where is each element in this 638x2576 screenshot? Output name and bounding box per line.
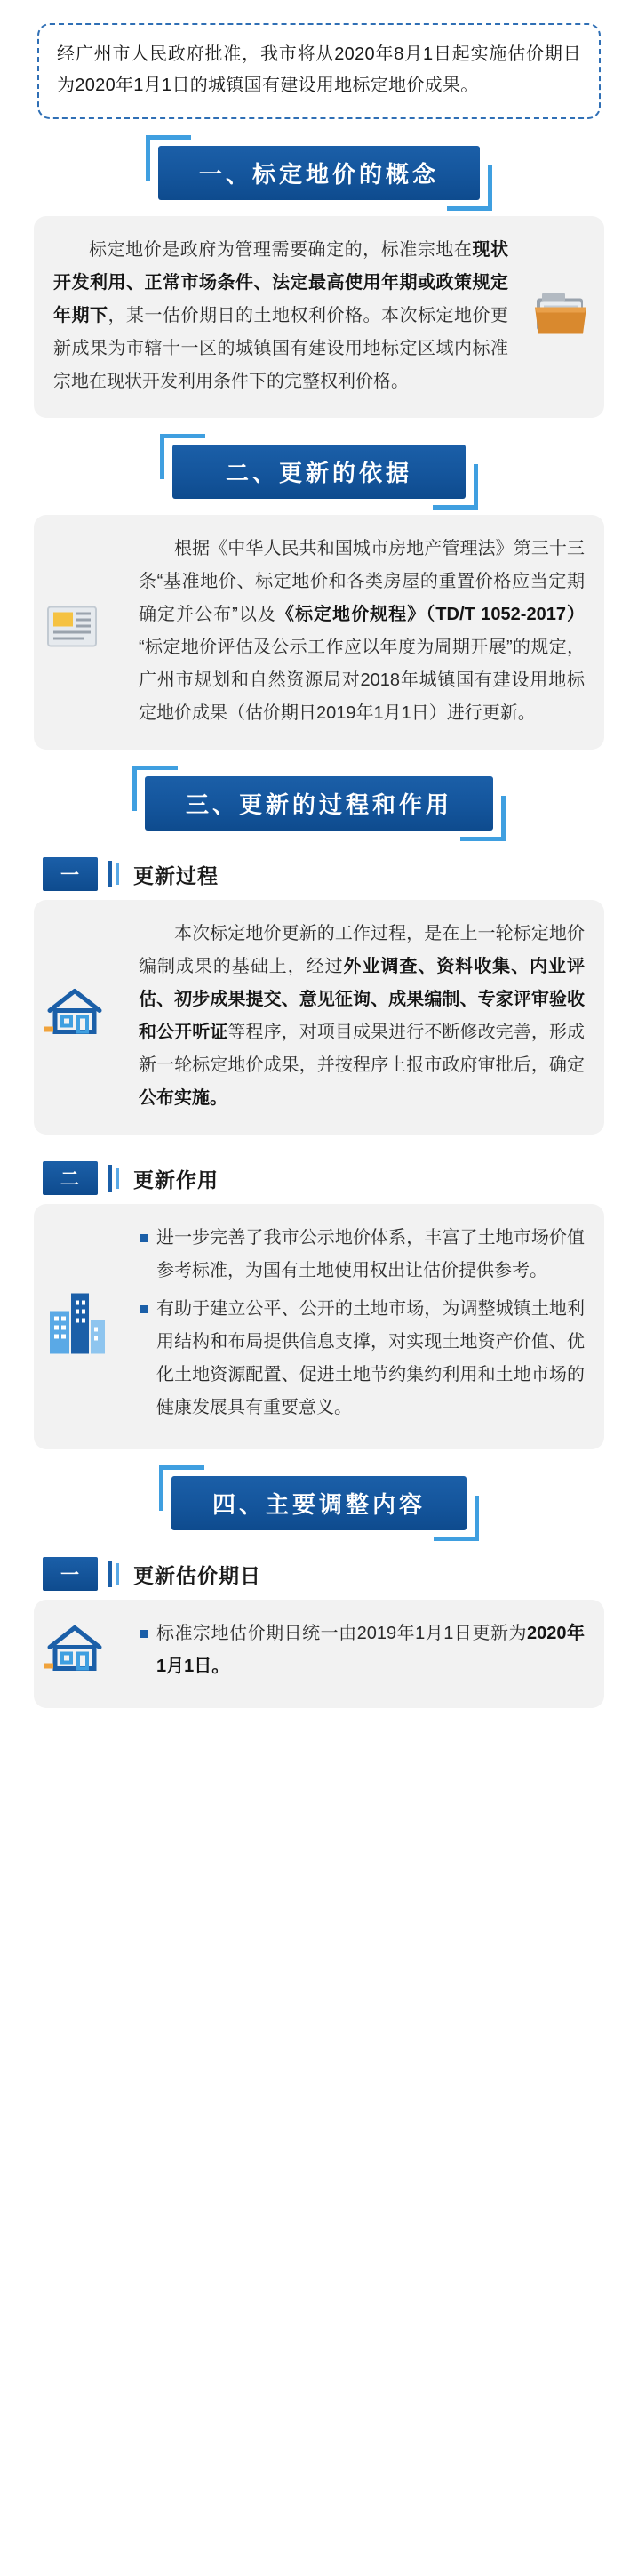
update-effect-list [53, 1222, 585, 1424]
valuation-date-list [53, 1617, 585, 1683]
list-item: 标准宗地估价期日统一由2019年1月1日更新为2020年1月1日。 [139, 1617, 585, 1683]
newspaper-icon [43, 600, 103, 665]
section-2-card [34, 515, 604, 750]
subheading-update-process [43, 857, 611, 891]
section-2-paragraph: 根据《中华人民共和国城市房地产管理法》第三十三条“基准地价、标定地价和各类房屋的重置价格应当定期确定并公布”以及《标定地价规程》（TD/T 1052-2017）“标定地价评估及公示工作应以年度为周期开展”的规定，广州市规划和自然资源局对2018年城镇国有建设用地标定地价成果（估价期日2019年1月1日）进行更新。 [139, 539, 585, 723]
section-banner-3-label: 三、更新的过程和作用 [145, 776, 493, 831]
subheading-number: 一 [43, 1557, 98, 1591]
subheading-bars [108, 1561, 123, 1587]
list-item: 有助于建立公平、公开的土地市场，为调整城镇土地利用结构和布局提供信息支撑，对实现土地资产价值、优化土地资源配置、促进土地节约集约利用和土地市场的健康发展具有重要意义。 [139, 1293, 585, 1424]
folder-files-icon [533, 285, 590, 349]
valuation-date-card [34, 1600, 604, 1708]
update-process-card [34, 900, 604, 1135]
subheading-bars [108, 861, 123, 887]
subheading-update-valuation-date [43, 1557, 611, 1591]
update-process-paragraph: 本次标定地价更新的工作过程，是在上一轮标定地价编制成果的基础上，经过外业调查、资料收集、内业评估、初步成果提交、意见征询、成果编制、专家评审验收和公开听证等程序，对项目成果进行不断修改完善，形成新一轮标定地价成果，并按程序上报市政府审批后，确定公布实施。 [139, 924, 586, 1108]
list-item: 进一步完善了我市公示地价体系，丰富了土地市场价值参考标准，为国有土地使用权出让估价提供参考。 [139, 1222, 585, 1288]
house-blue-icon [43, 984, 108, 1051]
buildings-icon [43, 1281, 110, 1373]
section-1-paragraph: 标定地价是政府为管理需要确定的，标准宗地在现状开发利用、正常市场条件、法定最高使用年期或政策规定年期下，某一估价期日的土地权利价格。本次标定地价更新成果为市辖十一区的城镇国有建设用地标定区域内标准宗地在现状开发利用条件下的完整权利价格。 [53, 240, 509, 391]
section-banner-4-label: 四、主要调整内容 [171, 1476, 467, 1530]
subheading-bars [108, 1165, 123, 1192]
update-effect-card [34, 1204, 604, 1449]
section-banner-3 [27, 776, 611, 831]
intro-box: 经广州市人民政府批准，我市将从2020年8月1日起实施估价期日为2020年1月1日的城镇国有建设用地标定地价成果。 [37, 23, 601, 119]
section-1-card [34, 216, 604, 418]
section-banner-4 [27, 1476, 611, 1530]
house-blue-icon [43, 1621, 108, 1688]
subheading-number: 二 [43, 1161, 98, 1195]
subheading-title: 更新作用 [133, 1168, 219, 1192]
section-banner-2 [27, 445, 611, 499]
section-banner-1 [27, 146, 611, 200]
section-banner-2-label: 二、更新的依据 [172, 445, 466, 499]
subheading-update-effect [43, 1161, 611, 1195]
subheading-title: 更新过程 [133, 863, 219, 887]
subheading-number: 一 [43, 857, 98, 891]
subheading-title: 更新估价期日 [133, 1563, 261, 1587]
section-banner-1-label: 一、标定地价的概念 [158, 146, 480, 200]
